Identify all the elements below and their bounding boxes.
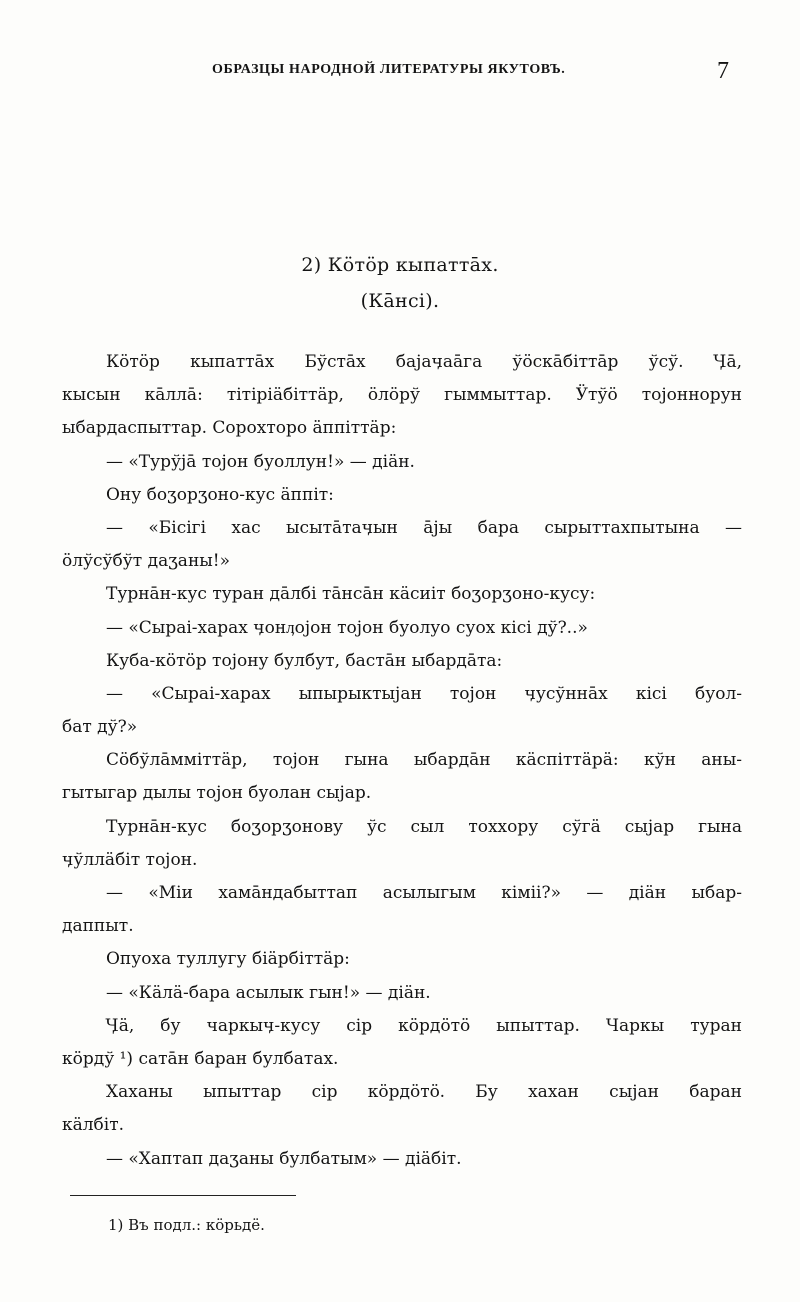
text-line: Куба-кӧтӧр тоjону булбут, бастāн ыбардāта: (106, 650, 503, 671)
text-line: — «Сырaі-харах ыпырыктыjан тоjон ӌусўннāх кісі буол- (106, 683, 742, 704)
text-line: Турнāн-кус туран дāлбі тāнсāн кäсиіт боӡорӡоно-кусу: (106, 584, 596, 605)
text-line: — «Сырaі-харах ӌонӆоjон тоjон буолуо суох кісі дў?..» (106, 617, 588, 638)
text-line: кысын кāллā: тітіріäбіттäр, öлöрў гыммыттар. Ӱтўӧ тоjоннорун (62, 385, 742, 406)
text-line: — «Турўjā тоjон буоллун!» — дiäн. (106, 451, 415, 472)
text-line: — «Кäлä-бара асылык гын!» — дiäн. (106, 982, 431, 1003)
text-line: Ӌä, бу чаркыӌ-кусу сір кöрдöтö ыпыттар. Чаркы туран (106, 1015, 742, 1036)
text-line: Опуоха туллугу біäрбіттäр: (106, 949, 350, 970)
text-line: Хаханы ыпыттар сір кöрдöтö. Бу хахан сыjан баран (106, 1082, 742, 1103)
footnote-rule (70, 1195, 296, 1196)
section-subtitle: (Кāнсі). (360, 290, 440, 312)
section-title: 2) Кӧтӧр кыпаттāх. (301, 254, 499, 276)
page-number: 7 (717, 58, 729, 84)
text-line: — «Хаптап даӡаны булбатым» — дiäбіт. (106, 1148, 462, 1169)
text-line: бат дў?» (62, 717, 138, 738)
body-text (62, 346, 742, 1176)
text-line: кäлбіт. (62, 1115, 125, 1136)
text-line: Сӧбўлāммiттäр, тоjон гына ыбардāн кäспіттäрä: кўн аны- (106, 750, 742, 771)
text-line: Турнāн-кус боӡорӡонову ўс сыл тоххору сўгä сыjар гына (106, 816, 742, 837)
text-line: ӌўллäбіт тоjон. (62, 849, 198, 870)
running-header (0, 58, 800, 90)
text-line: даппыт. (62, 916, 134, 937)
running-title: ОБРАЗЦЫ НАРОДНОЙ ЛИТЕРАТУРЫ ЯКУТОВЪ. (212, 62, 566, 77)
text-line: — «Міи хамāндабыттап асылыгым кімiі?» — дiäн ыбар- (106, 883, 742, 903)
text-line: Кӧтӧр кыпаттāх Бўстāх баjаӌаāга ўӧскāбіттāр ўсў. Ӌā, (106, 352, 742, 372)
text-line: Ону боӡорӡоно-кус äппіт: (106, 484, 334, 505)
text-line: ыбардаспыттар. Сорохторо äппіттäр: (62, 418, 397, 439)
text-line: — «Бісігі хас ысытāтаӌын ājы бара сырыттахпытына — (106, 517, 742, 538)
text-line: кöрдў ¹) сатāн баран булбатах. (62, 1048, 339, 1069)
text-line: öлўсўбўт даӡаны!» (62, 551, 231, 572)
text-line: гытыгар дылы тоjон буолан сыjар. (62, 783, 372, 804)
footnote: 1) Въ подл.: кöрьдё. (108, 1216, 265, 1234)
